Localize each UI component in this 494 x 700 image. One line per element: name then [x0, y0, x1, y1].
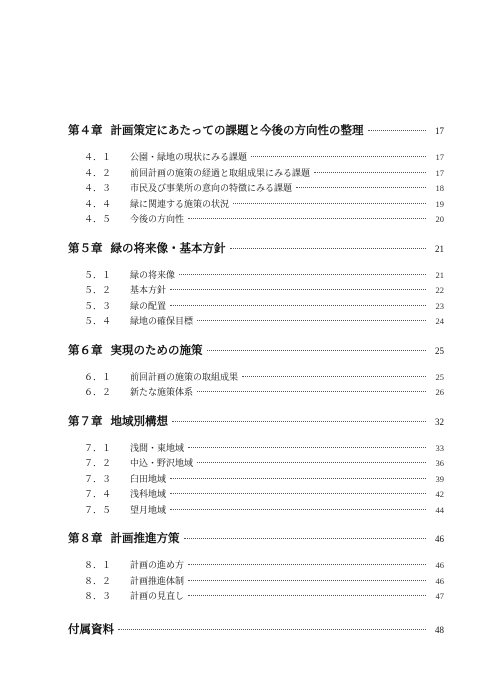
dot-leader	[118, 629, 426, 630]
section-number: ５．１	[84, 270, 112, 281]
section-number: ７．１	[84, 443, 112, 454]
section-title: 前回計画の施策の経過と取組成果にみる課題	[130, 168, 311, 179]
section-title: 中込・野沢地域	[130, 459, 194, 469]
page-number: 32	[435, 416, 444, 427]
section-number: ７．５	[84, 505, 112, 516]
dot-leader	[207, 350, 427, 351]
dot-leader	[230, 248, 427, 249]
page-number: 21	[435, 243, 444, 254]
section-number: ４．４	[84, 199, 112, 210]
dot-leader	[251, 156, 426, 157]
page-number: 17	[435, 126, 444, 136]
section-entry[interactable]	[68, 197, 444, 213]
section-title: 緑に関連する施策の状況	[130, 199, 230, 210]
section-number: ６．１	[84, 372, 112, 383]
section-entry[interactable]	[68, 558, 444, 574]
appendix-heading[interactable]	[68, 621, 444, 645]
chapter-heading[interactable]	[68, 240, 444, 264]
chapter-group	[68, 240, 444, 330]
dot-leader	[233, 203, 426, 204]
section-number: ８．１	[84, 561, 112, 571]
section-entry[interactable]	[68, 503, 444, 519]
dot-leader	[170, 289, 426, 290]
section-title: 新たな施策体系	[130, 388, 194, 398]
section-number: ５．２	[84, 286, 112, 296]
section-title: 計画の進め方	[130, 561, 185, 571]
dot-leader	[188, 218, 426, 219]
section-title: 市民及び事業所の意向の特徴にみる課題	[130, 184, 293, 194]
dot-leader	[188, 447, 426, 448]
chapter-number: 第４章	[68, 123, 103, 137]
dot-leader	[188, 580, 426, 581]
chapter-heading[interactable]	[68, 530, 444, 554]
section-entry[interactable]	[68, 574, 444, 590]
section-number: ４．３	[84, 184, 112, 194]
page-number: 19	[435, 198, 444, 209]
chapter-number: 第５章	[68, 240, 103, 255]
section-title: 公園・緑地の現状にみる課題	[130, 153, 248, 163]
chapter-title: 計画策定にあたっての課題と今後の方向性の整理	[110, 123, 364, 137]
page-number: 20	[435, 214, 444, 224]
dot-leader	[197, 462, 426, 463]
chapter-group	[68, 122, 444, 228]
page-number: 42	[435, 489, 444, 499]
section-number: ７．３	[84, 474, 112, 485]
section-title: 計画の見直し	[130, 592, 185, 602]
page-number: 17	[435, 152, 444, 162]
page-number: 26	[435, 387, 444, 397]
dot-leader	[172, 421, 426, 422]
dot-leader	[296, 187, 426, 188]
dot-leader	[170, 305, 426, 306]
page-number: 46	[435, 560, 444, 570]
chapter-number: 第７章	[68, 413, 103, 428]
section-title: 浅間・東地域	[130, 443, 185, 454]
page-number: 24	[435, 316, 444, 326]
section-number: ７．２	[84, 459, 112, 469]
chapter-number: 第６章	[68, 342, 103, 357]
dot-leader	[197, 391, 426, 392]
page-number: 47	[435, 591, 444, 601]
section-title: 浅科地域	[130, 490, 167, 500]
section-title: 前回計画の施策の取組成果	[130, 372, 239, 383]
section-number: ７．４	[84, 490, 112, 500]
dot-leader	[314, 172, 426, 173]
chapter-group	[68, 342, 444, 401]
page-number: 21	[435, 269, 444, 280]
section-entry[interactable]	[68, 150, 444, 166]
page-number: 46	[435, 575, 444, 586]
section-title: 計画推進体制	[130, 576, 185, 587]
chapter-title: 実現のための施策	[110, 342, 203, 357]
page-number: 18	[435, 183, 444, 193]
chapter-heading[interactable]	[68, 342, 444, 366]
chapter-group	[68, 530, 444, 605]
page-number: 25	[435, 371, 444, 382]
section-entry[interactable]	[68, 314, 444, 330]
dot-leader	[188, 595, 426, 596]
section-entry[interactable]	[68, 487, 444, 503]
section-title: 緑の将来像	[130, 270, 176, 281]
section-title: 今後の方向性	[130, 215, 185, 225]
section-title: 臼田地域	[130, 474, 167, 485]
section-number: ８．２	[84, 576, 112, 587]
dot-leader	[179, 274, 426, 275]
page-number: 17	[435, 167, 444, 178]
section-title: 緑の配置	[130, 301, 167, 312]
chapter-title: 計画推進方策	[110, 531, 180, 545]
section-title: 望月地域	[130, 505, 167, 516]
section-number: ６．２	[84, 388, 112, 398]
dot-leader	[242, 376, 426, 377]
section-entry[interactable]	[68, 166, 444, 182]
chapter-group	[68, 413, 444, 519]
dot-leader	[368, 130, 427, 131]
section-entry[interactable]	[68, 370, 444, 386]
chapter-title: 地域別構想	[110, 413, 168, 428]
page-number: 36	[435, 458, 444, 468]
page-number: 46	[435, 534, 444, 544]
chapter-number: 第８章	[68, 531, 103, 545]
page-number: 44	[435, 504, 444, 515]
page-number: 23	[435, 300, 444, 311]
section-number: ４．５	[84, 215, 112, 225]
section-number: ５．４	[84, 317, 112, 327]
appendix-title: 付属資料	[68, 621, 114, 636]
page-number: 39	[435, 473, 444, 484]
page-number: 25	[435, 345, 444, 356]
table-of-contents	[68, 122, 444, 645]
section-entry[interactable]	[68, 283, 444, 299]
section-entry[interactable]	[68, 441, 444, 457]
section-title: 基本方針	[130, 286, 167, 296]
section-title: 緑地の確保目標	[130, 317, 194, 327]
section-number: ５．３	[84, 301, 112, 312]
section-entry[interactable]	[68, 181, 444, 197]
page-number: 48	[435, 624, 444, 635]
section-number: ４．１	[84, 153, 112, 163]
dot-leader	[170, 478, 426, 479]
section-entry[interactable]	[68, 385, 444, 401]
section-entry[interactable]	[68, 456, 444, 472]
section-number: ４．２	[84, 168, 112, 179]
dot-leader	[197, 320, 426, 321]
page-number: 22	[435, 285, 444, 295]
section-entry[interactable]	[68, 268, 444, 284]
section-number: ８．３	[84, 592, 112, 602]
dot-leader	[188, 564, 426, 565]
dot-leader	[170, 509, 426, 510]
dot-leader	[170, 493, 426, 494]
section-entry[interactable]	[68, 212, 444, 228]
chapter-heading[interactable]	[68, 122, 444, 146]
section-entry[interactable]	[68, 472, 444, 488]
chapter-heading[interactable]	[68, 413, 444, 437]
section-entry[interactable]	[68, 299, 444, 315]
dot-leader	[184, 538, 427, 539]
section-entry[interactable]	[68, 589, 444, 605]
page-number: 33	[435, 442, 444, 453]
chapter-title: 緑の将来像・基本方針	[110, 240, 226, 255]
